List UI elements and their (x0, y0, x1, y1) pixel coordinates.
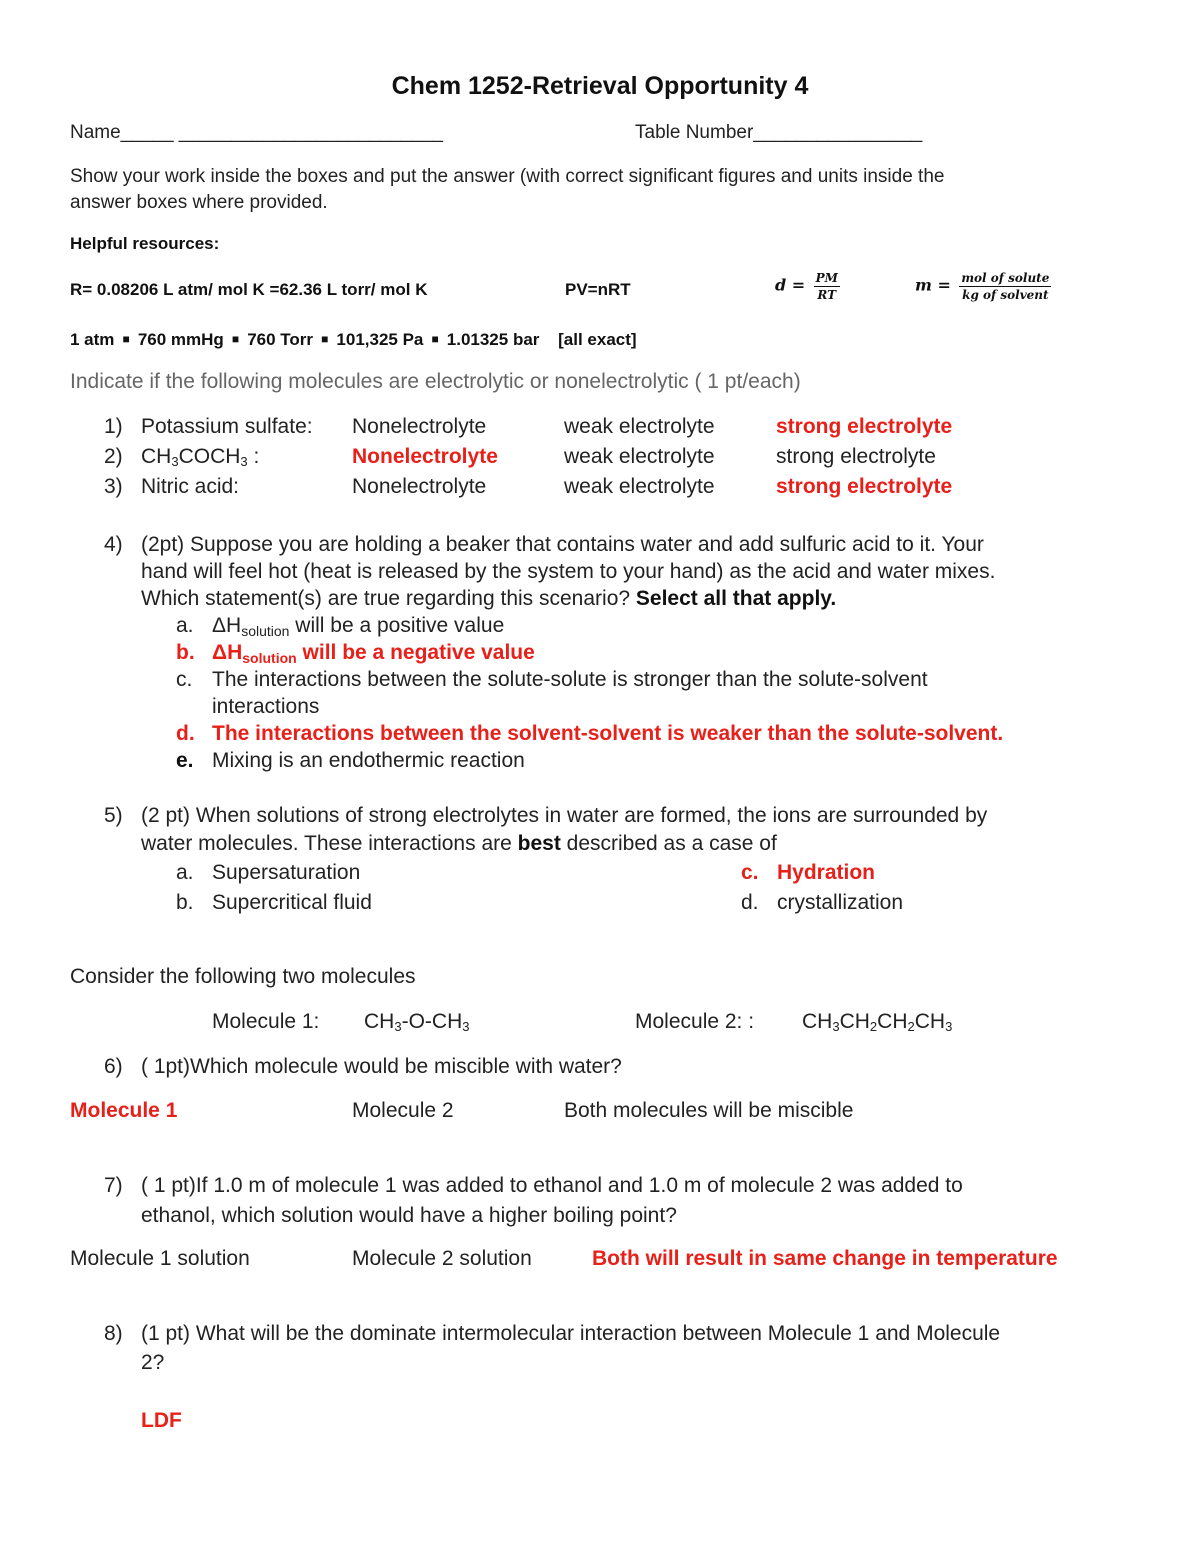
density-numerator: PM (815, 271, 838, 285)
q4-option-c-line-1: The interactions between the solute-solute is stronger than the solute-solvent (212, 668, 928, 691)
q4-option-a: ΔHsolution will be a positive value (212, 614, 505, 639)
q7-option-molecule-2: Molecule 2 solution (352, 1247, 532, 1270)
item-3-label: Nitric acid: (141, 475, 240, 498)
q5-option-c-letter: c. (741, 861, 759, 884)
q8-number: 8) (104, 1322, 123, 1345)
q5-option-d: crystallization (777, 891, 904, 914)
molecules-intro: Consider the following two molecules (70, 965, 416, 988)
molecule-1-formula: $CH_3-O-CH_3$ (364, 1010, 470, 1034)
q4-option-d-letter: d. (176, 722, 195, 745)
molality-lhs: m = (915, 275, 951, 295)
q5-line-1: (2 pt) When solutions of strong electrolytes in water are formed, the ions are surrounded by (141, 804, 988, 827)
equivalence-square-icon: ■ (119, 332, 134, 346)
q5-option-a-letter: a. (176, 861, 194, 884)
name-field-label: Name_____ _________________________ (70, 122, 443, 143)
q5-line-2: water molecules. These interactions are best described as a case of (141, 832, 777, 855)
equivalence-square-icon: ■ (228, 332, 243, 346)
item-2-number: 2) (104, 445, 123, 468)
equivalence-square-icon: ■ (317, 332, 332, 346)
item-1-option-weak: weak electrolyte (564, 415, 715, 438)
pressure-atm: 1 atm (70, 330, 115, 349)
gas-constant: R= 0.08206 L atm/ mol K =62.36 L torr/ mol K (70, 280, 428, 299)
q4-line-3: Which statement(s) are true regarding this scenario? Select all that apply. (141, 587, 837, 610)
pressure-mmhg: 760 mmHg (137, 330, 224, 349)
q6-option-both: Both molecules will be miscible (564, 1099, 854, 1122)
item-3-option-nonelectrolyte: Nonelectrolyte (352, 475, 487, 498)
q4-option-a-letter: a. (176, 614, 194, 637)
pressure-pa: 101,325 Pa (336, 330, 424, 349)
q6-number: 6) (104, 1055, 123, 1078)
molecule-2-label: Molecule 2: : (635, 1010, 755, 1033)
q6-option-molecule-1: Molecule 1 (70, 1099, 178, 1122)
molecule-1-label: Molecule 1: (212, 1010, 320, 1033)
q8-answer: LDF (141, 1409, 182, 1432)
item-1-label: Potassium sulfate: (141, 415, 313, 438)
item-1-option-nonelectrolyte: Nonelectrolyte (352, 415, 487, 438)
instructions-line-2: answer boxes where provided. (70, 192, 328, 213)
item-3-number: 3) (104, 475, 123, 498)
q4-line-2: hand will feel hot (heat is released by the system to your hand) as the acid and water mixes. (141, 560, 996, 583)
item-3-option-weak: weak electrolyte (564, 475, 715, 498)
q7-line-2: ethanol, which solution would have a higher boiling point? (141, 1204, 677, 1227)
instructions-line-1: Show your work inside the boxes and put the answer (with correct significant figures and units inside the (70, 166, 945, 187)
resources-heading: Helpful resources: (70, 234, 220, 253)
ideal-gas-law: PV=nRT (565, 280, 631, 299)
table-number-label: Table Number________________ (635, 122, 923, 143)
pressure-bar: 1.01325 bar (446, 330, 540, 349)
item-1-number: 1) (104, 415, 123, 438)
pressure-conversions (70, 330, 637, 350)
density-formula (775, 271, 840, 302)
molality-formula (915, 271, 1051, 302)
q6-option-molecule-2: Molecule 2 (352, 1099, 454, 1122)
q4-line-1: (2pt) Suppose you are holding a beaker that contains water and add sulfuric acid to it. Your (141, 533, 984, 556)
q4-option-c-line-2: interactions (212, 695, 320, 718)
q6-text: ( 1pt)Which molecule would be miscible with water? (141, 1055, 622, 1078)
q5-option-a: Supersaturation (212, 861, 361, 884)
item-2-option-weak: weak electrolyte (564, 445, 715, 468)
q7-option-both: Both will result in same change in temperature (592, 1247, 1058, 1270)
density-denominator: RT (817, 288, 837, 302)
molecule-2-formula: $CH_3CH_2CH_2CH_3$ (802, 1010, 953, 1034)
item-2-option-strong: strong electrolyte (776, 445, 936, 468)
q4-number: 4) (104, 533, 123, 556)
item-3-option-strong: strong electrolyte (776, 475, 953, 498)
molality-denominator: kg of solvent (962, 288, 1049, 302)
item-2-label: $CH_3COCH_3$ : (141, 445, 260, 469)
q4-option-b-letter: b. (176, 641, 195, 664)
pressure-torr: 760 Torr (247, 330, 314, 349)
pressure-note: [all exact] (558, 330, 637, 349)
page-title: Chem 1252-Retrieval Opportunity 4 (391, 72, 809, 100)
q4-option-e: Mixing is an endothermic reaction (212, 749, 525, 772)
q4-option-e-letter: e. (176, 749, 194, 772)
q5-option-c: Hydration (777, 861, 876, 884)
q5-option-b-letter: b. (176, 891, 194, 914)
q4-option-b: ΔHsolution will be a negative value (212, 641, 535, 666)
q7-line-1: ( 1 pt)If 1.0 m of molecule 1 was added to ethanol and 1.0 m of molecule 2 was added to (141, 1174, 963, 1197)
item-2-option-nonelectrolyte: Nonelectrolyte (352, 445, 498, 468)
density-lhs: d = (775, 275, 806, 295)
q5-number: 5) (104, 804, 123, 827)
q5-option-d-letter: d. (741, 891, 759, 914)
molality-numerator: mol of solute (961, 271, 1050, 285)
q7-option-molecule-1: Molecule 1 solution (70, 1247, 250, 1270)
q8-line-2: 2? (141, 1351, 165, 1374)
q7-number: 7) (104, 1174, 123, 1197)
q4-option-c-letter: c. (176, 668, 193, 691)
q5-option-b: Supercritical fluid (212, 891, 372, 914)
q8-line-1: (1 pt) What will be the dominate intermolecular interaction between Molecule 1 and Molecule (141, 1322, 1001, 1345)
equivalence-square-icon: ■ (428, 332, 443, 346)
q4-option-d: The interactions between the solvent-solvent is weaker than the solute-solvent. (212, 722, 1004, 745)
item-1-option-strong: strong electrolyte (776, 415, 953, 438)
electrolyte-prompt: Indicate if the following molecules are electrolytic or nonelectrolytic ( 1 pt/each) (70, 370, 801, 393)
